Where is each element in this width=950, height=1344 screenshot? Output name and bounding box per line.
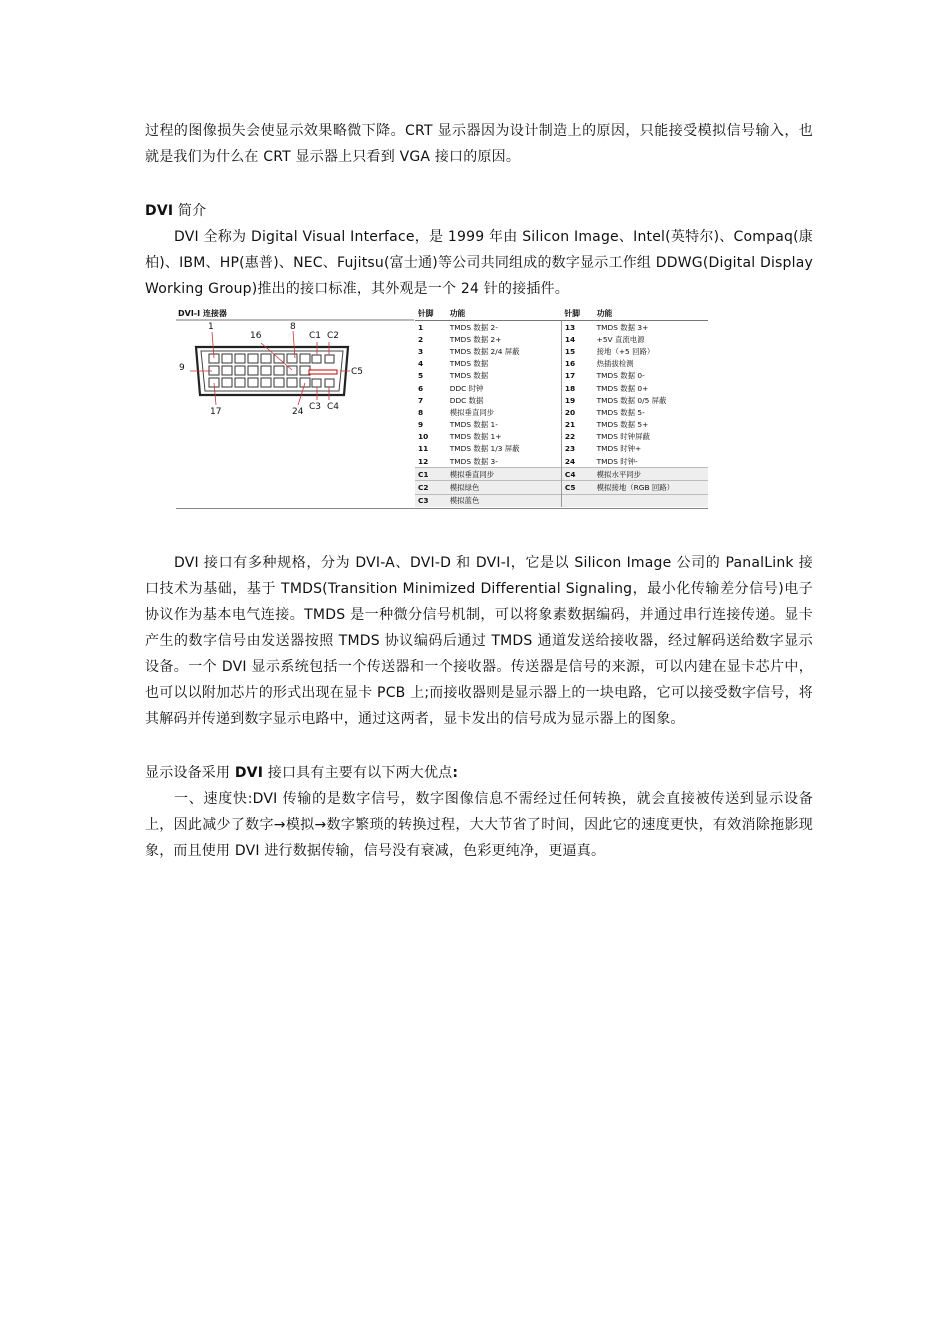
advantages-bold-colon: :: [452, 765, 459, 781]
pinout-table-wrap: [415, 307, 708, 509]
pin-number: 1: [418, 322, 424, 332]
empty-cell: [594, 494, 708, 507]
pin-function: TMDS 数据 0-: [596, 371, 645, 381]
paragraph-advantages-intro: [145, 760, 813, 786]
table-row-analog: [415, 481, 708, 494]
dvi-connector-diagram: [176, 307, 414, 509]
section-heading-dvi: [145, 198, 813, 224]
pin-function: TMDS 数据 3-: [447, 455, 562, 468]
pin-number: 2: [418, 334, 424, 344]
table-row-analog: [415, 468, 708, 481]
header-pin-right: 针脚: [561, 307, 593, 321]
pin-number: 20: [564, 407, 576, 417]
pin-number: 12: [418, 456, 429, 466]
diagram-title: DVI-I 连接器: [178, 309, 227, 318]
pin-function: TMDS 数据 5+: [596, 420, 649, 430]
table-row: [415, 455, 708, 468]
pin-function: TMDS 时钟-: [596, 456, 638, 466]
label-c1: C1: [309, 331, 322, 341]
pin-function: TMDS 数据 1+: [447, 431, 562, 443]
pin-number: 16: [564, 359, 576, 369]
pinout-table: [415, 307, 708, 507]
pin-number: C1: [415, 468, 447, 481]
pin-number: C5: [561, 481, 593, 494]
pinout-table-body: [415, 321, 708, 507]
pin-function: TMDS 数据 1-: [447, 419, 562, 431]
pin-number: 4: [418, 359, 424, 369]
label-c3: C3: [309, 402, 322, 412]
table-row: [415, 431, 708, 443]
pin-number: C4: [561, 468, 593, 481]
advantages-bold-dvi: DVI: [234, 765, 264, 781]
paragraph-advantage-speed: 一、速度快:DVI 传输的是数字信号，数字图像信息不需经过任何转换，就会直接被传送到显示设备上，因此减少了数字→模拟→数字繁琐的转换过程，大大节省了时间，因此它的速度更快，有效消除拖影现象，而且使用 DVI 进行数据传输，信号没有衰减，色彩更纯净，更逼真。: [145, 791, 813, 859]
table-row: [415, 358, 708, 370]
pin-function: 模拟接地（RGB 回路）: [594, 481, 708, 494]
pin-function: 模拟蓝色: [447, 494, 562, 507]
table-row: [415, 419, 708, 431]
pin-function: 模拟水平同步: [594, 468, 708, 481]
pin-function: 模拟垂直同步: [447, 468, 562, 481]
header-func-right: 功能: [594, 307, 708, 321]
pin-number: 15: [564, 346, 576, 356]
pin-number: C2: [415, 481, 447, 494]
advantages-text-pre: 显示设备采用: [145, 765, 235, 781]
label-pin-1: 1: [208, 322, 214, 332]
pin-function: TMDS 时钟+: [596, 444, 642, 454]
table-row: [415, 406, 708, 418]
table-row: [415, 333, 708, 345]
pin-function: 热插拔检测: [596, 359, 634, 369]
table-header-row: [415, 307, 708, 321]
empty-cell: [561, 494, 593, 507]
pin-number: 8: [418, 407, 424, 417]
pin-number: 13: [564, 322, 576, 332]
pin-number: 11: [418, 444, 429, 454]
pin-function: TMDS 数据 0+: [596, 383, 649, 393]
pin-number: 6: [418, 383, 424, 393]
pin-function: TMDS 数据 3+: [596, 322, 649, 332]
pin-function: +5V 直流电源: [596, 334, 645, 344]
header-pin-left: 针脚: [415, 307, 447, 321]
table-row: [415, 345, 708, 357]
pin-number: 24: [564, 456, 576, 466]
label-c5: C5: [351, 367, 364, 377]
pin-number: 21: [564, 420, 576, 430]
paragraph-dvi-intro: DVI 全称为 Digital Visual Interface，是 1999 年由 Silicon Image、Intel(英特尔)、Compaq(康柏)、IBM、HP(惠普)、NEC、Fujitsu(富士通)等公司共同组成的数字显示工作组 DDWG(Digital Display Working Group)推出的接口标准，其外观是一个 24 针的接插件。: [145, 229, 813, 297]
table-row: [415, 370, 708, 382]
pin-function: DDC 数据: [447, 394, 562, 406]
pin-function: TMDS 数据: [447, 370, 562, 382]
pin-number: 10: [418, 432, 429, 442]
pin-function: 模拟垂直同步: [447, 406, 562, 418]
advantages-text-mid: 接口具有主要有以下两大优点: [263, 765, 453, 781]
pin-function: DDC 时钟: [447, 382, 562, 394]
pin-number: 23: [564, 444, 576, 454]
header-func-left: 功能: [447, 307, 562, 321]
pin-function: TMDS 时钟屏蔽: [596, 432, 650, 442]
pin-function: TMDS 数据: [447, 358, 562, 370]
label-pin-16: 16: [250, 331, 262, 341]
pin-number: 9: [418, 420, 424, 430]
pin-number: 19: [564, 395, 576, 405]
connector-drawing: [176, 307, 414, 509]
table-row-analog: [415, 494, 708, 507]
label-c2: C2: [327, 331, 340, 341]
label-pin-9: 9: [179, 363, 185, 373]
pin-function: TMDS 数据 2/4 屏蔽: [447, 345, 562, 357]
pin-number: C3: [415, 494, 447, 507]
pin-function: TMDS 数据 5-: [596, 407, 645, 417]
heading-rest: 简介: [173, 203, 207, 219]
paragraph-dvi-specs: DVI 接口有多种规格，分为 DVI-A、DVI-D 和 DVI-I，它是以 Silicon Image 公司的 PanalLink 接口技术为基础，基于 TMDS(Transition Minimized Differential Signaling，最小化传输差分信号)电子协议作为基本电气连接。TMDS 是一种微分信号机制，可以将象素数据编码，并通过串行连接传递。显卡产生的数字信号由发送器按照 TMDS 协议编码后通过 TMDS 通道发送给接收器，经过解码送给数字显示设备。一个 DVI 显示系统包括一个传送器和一个接收器。传送器是信号的来源，可以内建在显卡芯片中，也可以以附加芯片的形式出现在显卡 PCB 上;而接收器则是显示器上的一块电路，它可以接受数字信号，将其解码并传递到数字显示电路中，通过这两者，显卡发出的信号成为显示器上的图象。: [145, 555, 813, 727]
label-c4: C4: [327, 402, 340, 412]
label-pin-8: 8: [290, 322, 296, 332]
heading-bold-dvi: DVI: [145, 203, 174, 219]
dvi-connector-figure: [176, 307, 708, 509]
pin-function: 模拟绿色: [447, 481, 562, 494]
pin-function: TMDS 数据 2-: [447, 321, 562, 334]
pin-function: 接地（+5 回路）: [596, 346, 655, 356]
pin-number: 18: [564, 383, 576, 393]
pin-number: 5: [418, 371, 424, 381]
pin-function: TMDS 数据 0/5 屏蔽: [596, 395, 667, 405]
paragraph-crt: 过程的图像损失会使显示效果略微下降。CRT 显示器因为设计制造上的原因，只能接受模拟信号输入，也就是我们为什么在 CRT 显示器上只看到 VGA 接口的原因。: [145, 123, 813, 165]
label-pin-24: 24: [292, 407, 304, 417]
pin-function: TMDS 数据 1/3 屏蔽: [447, 443, 562, 455]
label-pin-17: 17: [210, 407, 222, 417]
figure-bottom-rule: [176, 508, 708, 509]
table-row: [415, 443, 708, 455]
table-row: [415, 394, 708, 406]
pin-number: 7: [418, 395, 424, 405]
pin-number: 17: [564, 371, 576, 381]
pin-number: 22: [564, 432, 576, 442]
table-row: [415, 382, 708, 394]
pin-number: 14: [564, 334, 576, 344]
pin-function: TMDS 数据 2+: [447, 333, 562, 345]
pin-number: 3: [418, 346, 424, 356]
table-row: [415, 321, 708, 334]
